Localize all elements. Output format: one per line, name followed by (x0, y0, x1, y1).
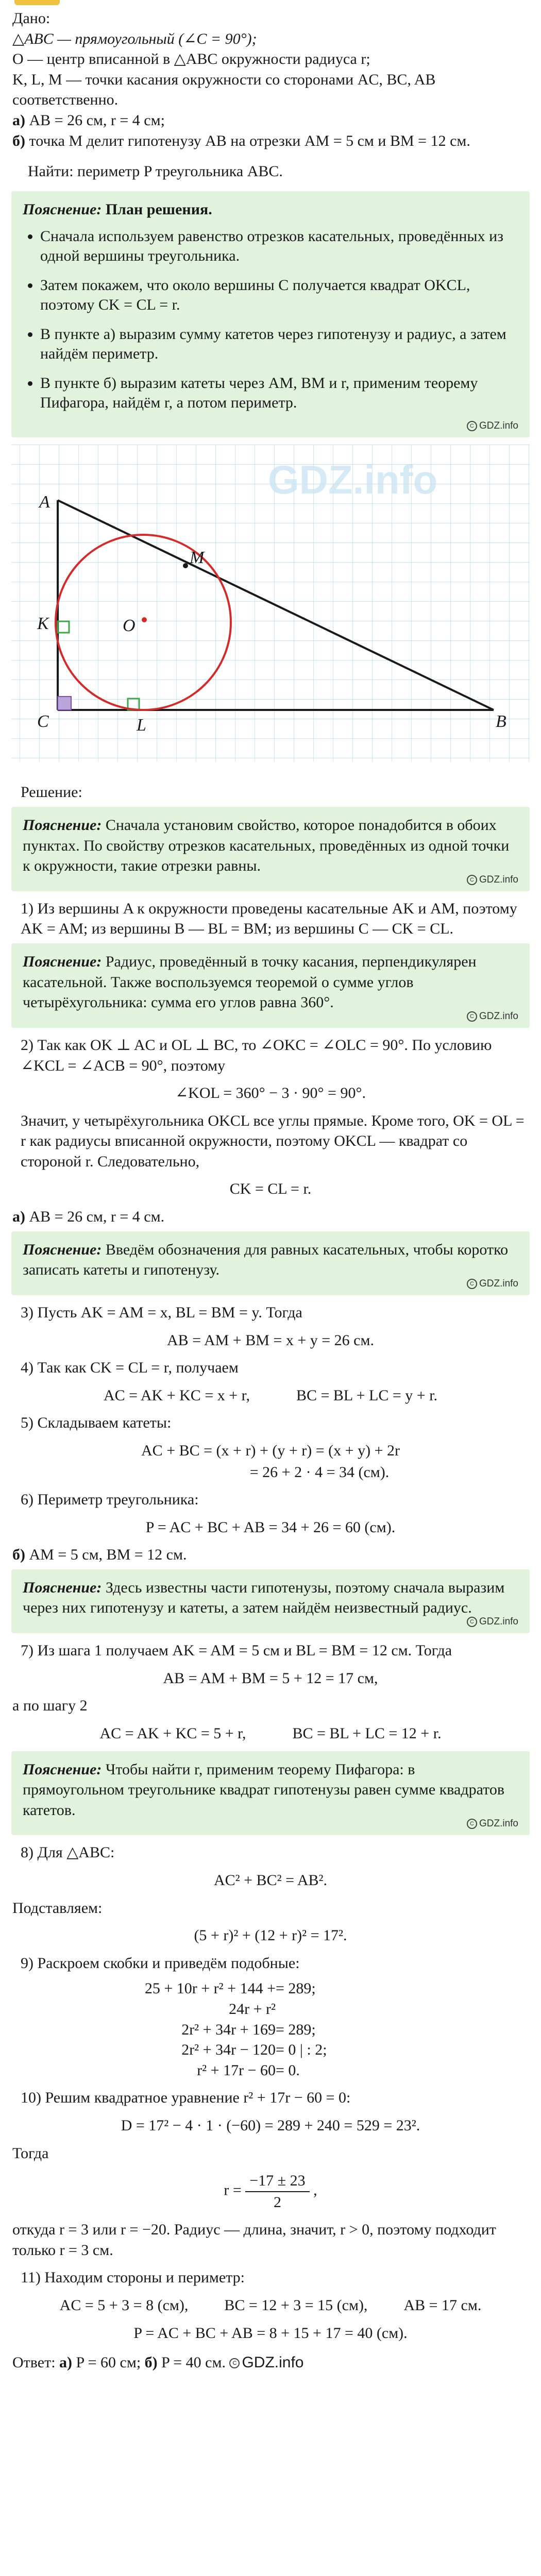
note-5 (11, 1751, 530, 1836)
system-row-4-left: r² + 17r − 60 (197, 2061, 276, 2079)
step-4: 4) Так как CK = CL = r, получаем (21, 1359, 239, 1377)
note-1-watermark-text: GDZ.info (479, 874, 518, 885)
note-4-text: Здесь известны части гипотенузы, поэтому сначала выразим через них гипотенузу и катеты, а затем найдём неизвестный радиус. (23, 1579, 505, 1617)
formula-11-row (0, 2295, 541, 2316)
formula-7a: AC = AK + KC = 5 + r, (99, 1724, 246, 1742)
step-6: 6) Периметр треугольника: (21, 1491, 199, 1509)
label-B: B (496, 712, 506, 732)
system-row-3-left: 2r² + 34r − 120 (181, 2041, 276, 2059)
plan-note (11, 191, 530, 438)
system-row-4 (126, 2060, 415, 2081)
note-5-watermark (23, 1817, 518, 1830)
final-b: P = 40 см. (161, 2354, 226, 2371)
note-4-watermark (23, 1615, 518, 1628)
system-row-2-right: = 289; (276, 2021, 316, 2038)
fraction-denominator: 2 (273, 2193, 281, 2211)
note-2-watermark (23, 1010, 518, 1023)
note-5-text: Чтобы найти r, применим теорему Пифагора: в прямоугольном треугольнике квадрат гипотенузы равен сумме квадратов катетов. (23, 1760, 504, 1819)
note-3-title: Пояснение: (23, 1241, 102, 1258)
copyright-icon: C (467, 1011, 477, 1022)
system-row-4-right: = 0. (276, 2061, 300, 2079)
fraction-end: , (313, 2181, 317, 2199)
top-tab (14, 0, 60, 5)
step-2: 2) Так как OK ⊥ AC и OL ⊥ BC, то ∠OKC = ∠OLC = 90°. По условию ∠KCL = ∠ACB = 90°, поэтому (21, 1036, 492, 1074)
given-line-3: K, L, M — точки касания окружности со сторонами AC, BC, AB соответственно. (12, 71, 436, 109)
note-2 (11, 943, 530, 1028)
label-A: A (39, 493, 50, 512)
formula-2: ∠KOL = 360° − 3 · 90° = 90°. (175, 1084, 366, 1102)
part-b-label: б) (12, 1546, 25, 1564)
note-5-title: Пояснение: (23, 1760, 102, 1778)
given-line-2: O — центр вписанной в △ABC окружности радиуса r; (12, 50, 370, 68)
given-block (0, 8, 541, 182)
step-9: 9) Раскроем скобки и приведём подобные: (21, 1954, 300, 1972)
given-part-a (12, 110, 529, 131)
given-line-1: △ABC — прямоугольный (∠C = 90°); (12, 30, 257, 47)
note-1-watermark (23, 873, 518, 886)
final-a-label: а) (59, 2354, 73, 2371)
plan-note-head (23, 199, 518, 220)
formula-11c: AB = 17 см. (403, 2297, 482, 2314)
final-answer (12, 2352, 529, 2373)
part-a-text: AB = 26 см, r = 4 см. (29, 1208, 165, 1226)
equation-system (126, 1978, 415, 2080)
system-row-1-right: = 289; (276, 1980, 316, 1997)
label-O: O (123, 616, 136, 636)
given-part-a-label: а) (12, 111, 25, 129)
formula-7: AB = AM + BM = 5 + 12 = 17 см, (163, 1669, 378, 1687)
note-1-text: Сначала установим свойство, которое понадобится в обоих пунктах. По свойству отрезков касательных, проведённых из одной точки к окружности, такие отрезки равны. (23, 817, 510, 875)
plan-item-3: • В пункте а) выразим сумму катетов через гипотенузу и радиус, а затем найдём периметр. (40, 325, 518, 363)
formula-4-row (0, 1385, 541, 1406)
note-2-watermark-text: GDZ.info (479, 1010, 518, 1022)
system-row-2-left: 2r² + 34r + 169 (181, 2021, 276, 2038)
note-1-title: Пояснение: (23, 817, 102, 834)
formula-2b: CK = CL = r. (229, 1180, 312, 1198)
given-part-a-text: AB = 26 см, r = 4 см; (29, 111, 165, 129)
step-10c: откуда r = 3 или r = −20. Радиус — длина, значит, r > 0, поэтому подходит только r = 3 см. (12, 2221, 496, 2259)
copyright-icon: C (467, 421, 477, 431)
note-3-watermark-text: GDZ.info (479, 1278, 518, 1289)
formula-4a: AC = AK + KC = x + r, (103, 1386, 250, 1404)
step-3: 3) Пусть AK = AM = x, BL = BM = y. Тогда (21, 1303, 302, 1321)
fraction-numerator: −17 ± 23 (245, 2171, 309, 2192)
note-3 (11, 1231, 530, 1295)
formula-11d: P = AC + BC + AB = 8 + 15 + 17 = 40 (см). (133, 2324, 408, 2342)
given-label: Дано: (12, 10, 50, 27)
plan-watermark-text: GDZ.info (479, 420, 518, 432)
note-2-title: Пояснение: (23, 953, 102, 971)
system-row-2 (126, 2020, 415, 2040)
step-5: 5) Складываем катеты: (21, 1414, 172, 1432)
copyright-icon: C (467, 1279, 477, 1289)
formula-7b: BC = BL + LC = 12 + r. (292, 1724, 442, 1742)
triangle-figure (0, 445, 541, 761)
plan-item-2: • Затем покажем, что около вершины C получается квадрат OKCL, поэтому CK = CL = r. (40, 276, 518, 314)
label-L: L (137, 716, 146, 735)
plan-note-subtitle: План решения. (105, 200, 212, 218)
fraction (245, 2171, 309, 2212)
note-3-watermark (23, 1277, 518, 1290)
fraction-left: r = (224, 2181, 242, 2199)
final-label: Ответ: (12, 2354, 56, 2371)
note-5-watermark-text: GDZ.info (479, 1818, 518, 1829)
given-part-b-label: б) (12, 132, 25, 149)
final-watermark-text: GDZ.info (242, 2354, 304, 2371)
note-4 (11, 1569, 530, 1633)
formula-5b: = 26 + 2 · 4 = 34 (см). (249, 1463, 390, 1481)
step-7: 7) Из шага 1 получаем AK = AM = 5 см и BL = BM = 12 см. Тогда (21, 1642, 452, 1659)
step-1: 1) Из вершины A к окружности проведены касательные AK и AM, поэтому AK = AM; из вершины B — BL = BM; из вершины C — CK = CL. (21, 900, 517, 938)
plan-note-title: Пояснение: (23, 200, 102, 218)
final-b-label: б) (144, 2354, 158, 2371)
step-10: 10) Решим квадратное уравнение r² + 17r − 60 = 0: (21, 2089, 351, 2107)
note-2-text: Радиус, проведённый в точку касания, перпендикулярен касательной. Также воспользуемся теоремой о сумме углов четырёхугольника: сумма его углов равна 360°. (23, 953, 477, 1011)
label-M: M (190, 548, 205, 568)
top-bar (0, 0, 541, 8)
given-part-b (12, 131, 529, 151)
plan-list (23, 227, 518, 412)
formula-11a: AC = 5 + 3 = 8 (см), (59, 2297, 189, 2314)
step-7b: а по шагу 2 (12, 1697, 88, 1715)
copyright-icon: C (467, 875, 477, 885)
step-10b: Тогда (12, 2144, 49, 2162)
part-a-header (12, 1207, 529, 1227)
part-b-text: AM = 5 см, BM = 12 см. (29, 1546, 187, 1564)
formula-10: D = 17² − 4 · 1 · (−60) = 289 + 240 = 529 = 23². (121, 2116, 420, 2134)
formula-8b: (5 + r)² + (12 + r)² = 17². (194, 1927, 347, 1944)
step-8b: Подставляем: (12, 1899, 103, 1917)
final-watermark (229, 2354, 303, 2371)
label-K: K (37, 614, 49, 634)
formula-11b: BC = 12 + 3 = 15 (см), (224, 2297, 368, 2314)
center-O (142, 617, 147, 622)
system-row-3-right: = 0 | : 2; (276, 2041, 327, 2059)
part-b-header (12, 1545, 529, 1565)
solution-label: Решение: (21, 784, 82, 801)
right-angle-C (58, 697, 71, 710)
note-4-title: Пояснение: (23, 1579, 102, 1596)
plan-watermark (23, 419, 518, 432)
note-1 (11, 807, 530, 891)
copyright-icon: C (467, 1617, 477, 1627)
step-8: 8) Для △ABC: (21, 1844, 115, 1861)
step-11: 11) Находим стороны и периметр: (21, 2269, 245, 2286)
note-4-watermark-text: GDZ.info (479, 1616, 518, 1628)
find-line: Найти: периметр P треугольника ABC. (28, 163, 283, 180)
figure-watermark: GDZ.info (268, 457, 438, 503)
note-3-text: Введём обозначения для равных касательных, чтобы коротко записать катеты и гипотенузу. (23, 1241, 509, 1279)
formula-10-fraction (0, 2171, 541, 2212)
label-C: C (37, 712, 49, 732)
formula-8: AC² + BC² = AB². (213, 1871, 328, 1889)
point-M (183, 563, 188, 568)
system-row-3 (126, 2040, 415, 2060)
step-2b: Значит, у четырёхугольника OKCL все углы прямые. Кроме того, OK = OL = r как радиусы вписанной окружности, поэтому OKCL — квадрат со стороной r. Следовательно, (21, 1112, 525, 1170)
copyright-icon: C (467, 1819, 477, 1829)
formula-7-row (0, 1723, 541, 1744)
plan-item-4: • В пункте б) выразим катеты через AM, BM и r, применим теорему Пифагора, найдём r, а потом периметр. (40, 374, 518, 412)
triangle-diagram (0, 445, 541, 761)
formula-5a: AC + BC = (x + r) + (y + r) = (x + y) + 2r (141, 1442, 400, 1459)
final-a: P = 60 см; (76, 2354, 141, 2371)
copyright-icon: C (229, 2358, 240, 2368)
formula-4b: BC = BL + LC = y + r. (296, 1386, 438, 1404)
formula-3: AB = AM + BM = x + y = 26 см. (167, 1331, 374, 1349)
system-row-1-left: 25 + 10r + r² + 144 + 24r + r² (144, 1980, 276, 2018)
part-a-label: а) (12, 1208, 25, 1226)
plan-item-1: • Сначала используем равенство отрезков касательных, проведённых из одной вершины треугольника. (40, 227, 518, 265)
formula-6: P = AC + BC + AB = 34 + 26 = 60 (см). (145, 1518, 396, 1536)
given-part-b-text: точка M делит гипотенузу AB на отрезки AM = 5 см и BM = 12 см. (29, 132, 470, 149)
system-row-1 (126, 1978, 415, 2019)
